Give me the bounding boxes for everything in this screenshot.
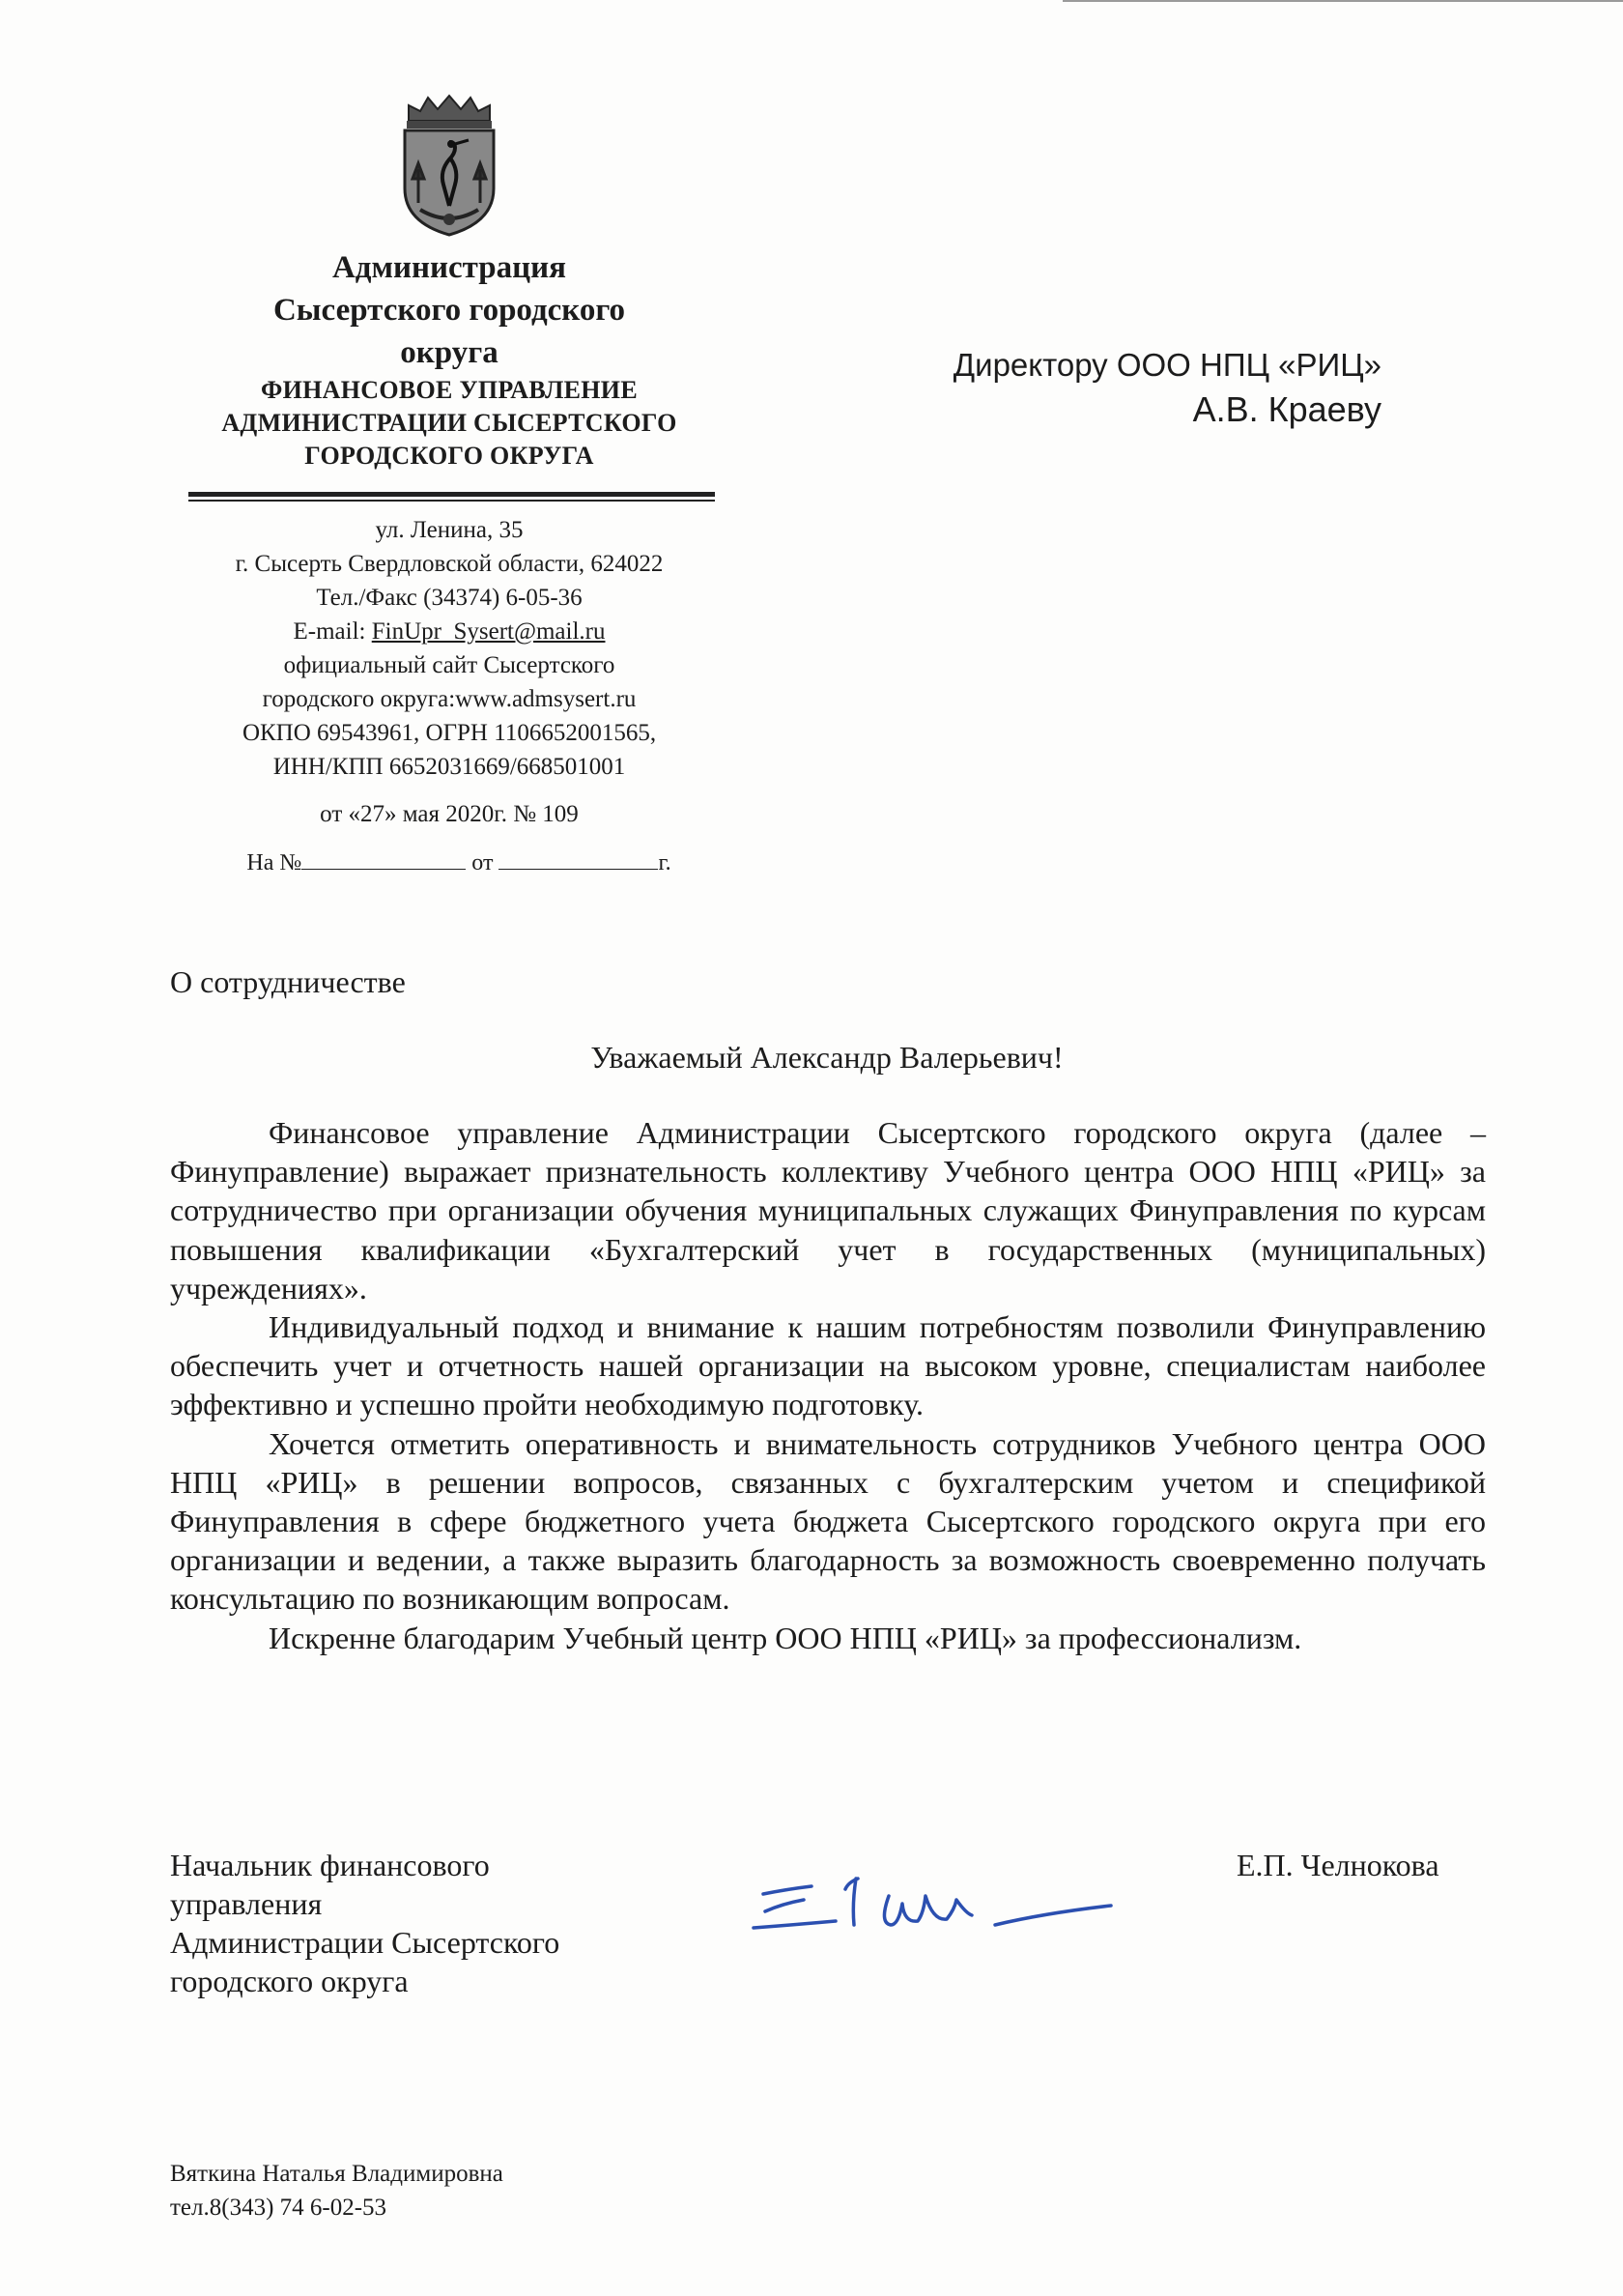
- admin-title-line: Сысертского городского: [272, 293, 626, 328]
- department-title-line: АДМИНИСТРАЦИИ СЫСЕРТСКОГО: [221, 409, 677, 437]
- admin-title-line: Администрация: [331, 250, 567, 285]
- executor-info: [170, 2157, 503, 2224]
- phone: Тел./Факс (34374) 6-05-36: [316, 585, 583, 611]
- signer-title: [170, 1846, 672, 2000]
- header-divider-thick: [188, 492, 715, 497]
- coat-of-arms-icon: [391, 92, 507, 237]
- signer-title-line: Начальник финансового: [170, 1848, 490, 1882]
- letter-subject: О сотрудничестве: [170, 964, 406, 999]
- department-title-line: ФИНАНСОВОЕ УПРАВЛЕНИЕ: [261, 376, 638, 404]
- recipient-position: Директору ООО НПЦ «РИЦ»: [953, 347, 1381, 383]
- website-line: официальный сайт Сысертского: [283, 652, 615, 678]
- body-paragraph: Индивидуальный подход и внимание к нашим потребностям позволили Финуправлению обеспечить учет и отчетность нашей организации на высоком уровне, специалистам наиболее эффективно и успешно пройти необходимую подготовку.: [170, 1309, 1486, 1422]
- ref-suffix: г.: [658, 850, 671, 875]
- email-label: E-mail:: [293, 618, 372, 645]
- recipient-name: А.В. Краеву: [1192, 389, 1381, 429]
- ref-date-blank: [498, 847, 658, 870]
- inn-kpp: ИНН/КПП 6652031669/668501001: [272, 754, 626, 780]
- body-paragraph: Хочется отметить оперативность и внимательность сотрудников Учебного центра ООО НПЦ «РИЦ» в решении вопросов, связанных с бухгалтерским учетом и спецификой Финуправления в сфере бюджетного учета бюджета Сысертского городского округа при его организации и ведении, а также выразить благодарность за возможность своевременно получать консультацию по возникающим вопросам.: [170, 1425, 1486, 1617]
- signer-title-line: управления: [170, 1886, 323, 1921]
- body-paragraph: Финансовое управление Администрации Сысертского городского округа (далее – Финуправление) выражает признательность коллективу Учебного центра ООО НПЦ «РИЦ» за сотрудничество при организации обучения муниципальных служащих Финуправления по курсам повышения квалификации «Бухгалтерский учет в государственных (муниципальных) учреждениях».: [170, 1115, 1486, 1306]
- signer-title-line: городского округа: [170, 1964, 409, 1998]
- letter-body: [170, 1113, 1486, 1657]
- header-divider-thin: [188, 500, 715, 502]
- admin-title-line: округа: [400, 335, 498, 370]
- admin-title: [184, 246, 715, 374]
- signature-ink: [754, 1879, 1111, 1928]
- top-edge-line: [1063, 0, 1623, 2]
- address-city: г. Сысерть Свердловской области, 624022: [235, 551, 664, 577]
- signer-title-line: Администрации Сысертского: [170, 1925, 560, 1960]
- contact-info: [184, 513, 715, 784]
- department-title: [184, 374, 715, 473]
- ref-number-blank: [301, 847, 466, 870]
- letter-date-number: от «27» мая 2020г. № 109: [320, 801, 579, 827]
- handwritten-signature: [744, 1836, 1150, 1942]
- ref-prefix: На №: [246, 850, 302, 875]
- address-street: ул. Ленина, 35: [375, 517, 524, 543]
- email-line: [184, 615, 715, 648]
- body-paragraph: Искренне благодарим Учебный центр ООО НПЦ «РИЦ» за профессионализм.: [269, 1620, 1302, 1655]
- signer-name: Е.П. Челнокова: [1237, 1848, 1439, 1882]
- executor-phone: тел.8(343) 74 6-02-53: [170, 2195, 387, 2221]
- department-title-line: ГОРОДСКОГО ОКРУГА: [304, 442, 594, 470]
- salutation: Уважаемый Александр Валерьевич!: [590, 1040, 1064, 1075]
- email-link[interactable]: FinUpr_Sysert@mail.ru: [371, 618, 606, 645]
- ref-mid: от: [471, 850, 494, 875]
- okpo-ogrn: ОКПО 69543961, ОГРН 1106652001565,: [242, 720, 657, 746]
- website-line: городского округа:www.admsysert.ru: [262, 686, 637, 712]
- executor-name: Вяткина Наталья Владимировна: [170, 2161, 503, 2187]
- reference-line: [184, 847, 715, 879]
- recipient: [927, 343, 1381, 432]
- letterhead: [184, 92, 715, 879]
